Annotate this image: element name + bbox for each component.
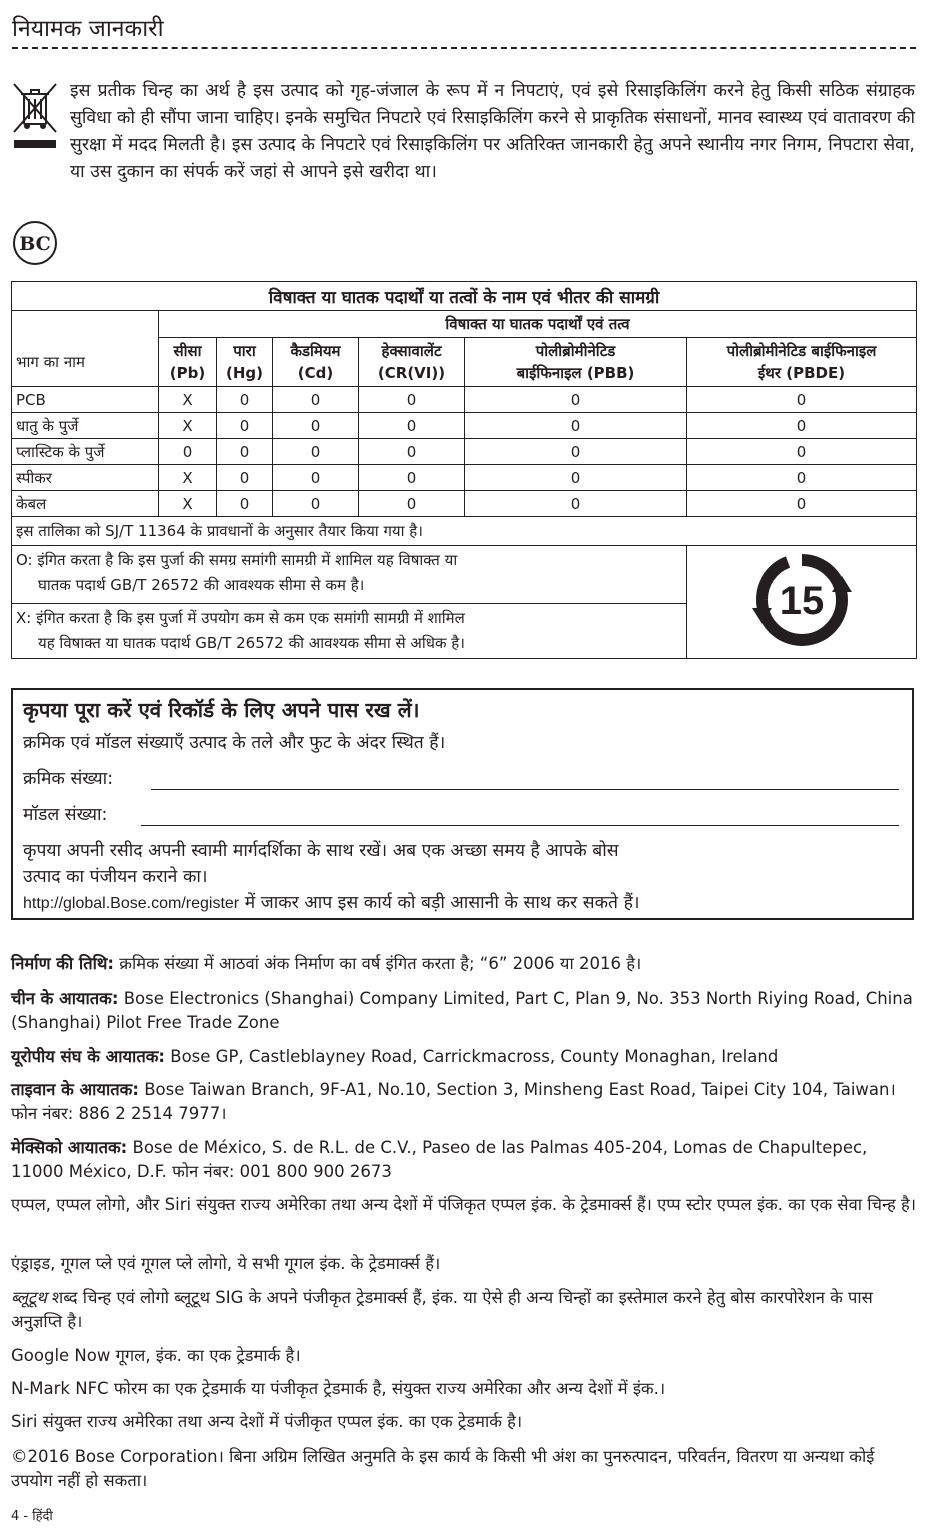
part-name-header: भाग का नाम xyxy=(12,338,159,387)
table-row xyxy=(12,387,917,413)
table-row xyxy=(12,491,917,517)
table-cell: X xyxy=(159,491,217,517)
table-cell: 0 xyxy=(359,413,465,439)
serial-number-label: क्रमिक संख्या: xyxy=(23,769,114,789)
row-part-name: धातु के पुर्जे xyxy=(12,413,159,439)
table-cell: 0 xyxy=(359,387,465,413)
column-header: सीसा (Pb) xyxy=(159,338,217,387)
registration-heading: कृपया पूरा करें एवं रिकॉर्ड के लिए अपने पास रख लें। xyxy=(23,698,420,722)
apple-trademark-info: एप्पल, एप्पल लोगो, और Siri संयुक्त राज्य अमेरिका तथा अन्य देशों में पंजिकृत एप्पल इंक. के ट्रेडमार्क्स हैं। एप्प स्टोर एप्पल इंक. का एक सेवा चिन्ह है। xyxy=(11,1195,916,1214)
eu-importer-info: यूरोपीय संघ के आयातक: Bose GP, Castleblayney Road, Carrickmacross, County Monaghan, Ireland xyxy=(11,1047,779,1066)
table-cell: 0 xyxy=(687,465,917,491)
table-note-standard: इस तालिका को SJ/T 11364 के प्रावधानों के अनुसार तैयार किया गया है। xyxy=(12,517,917,546)
table-title: विषाक्त या घातक पदार्थों या तत्वों के नाम एवं भीतर की सामग्री xyxy=(12,282,917,311)
table-cell: 0 xyxy=(465,439,687,465)
epup-number: 15 xyxy=(779,579,824,623)
table-row xyxy=(12,439,917,465)
siri-trademark-info: Siri संयुक्त राज्य अमेरिका तथा अन्य देशों में पंजीकृत एप्पल इंक. का एक ट्रेडमार्क है। xyxy=(11,1412,523,1431)
registration-location-note: क्रमिक एवं मॉडल संख्याएँ उत्पाद के तले और फुट के अंदर स्थित हैं। xyxy=(23,733,446,753)
row-part-name: प्लास्टिक के पुर्जे xyxy=(12,439,159,465)
bc-logo-text: BC xyxy=(19,233,51,255)
row-part-name: केबल xyxy=(12,491,159,517)
table-cell: X xyxy=(159,387,217,413)
registration-receipt-note: कृपया अपनी रसीद अपनी स्वामी मार्गदर्शिका के साथ रखें। अब एक अच्छा समय है आपके बोस उत्पाद का पंजीयन कराने का। xyxy=(23,841,619,887)
row-part-name: PCB xyxy=(12,387,159,413)
table-note-x: X: इंगित करता है कि इस पुर्जा में उपयोग कम से कम एक समांगी सामग्री में शामिल यह विषाक्त या घातक पदार्थ GB/T 26572 की आवश्यक सीमा से अधिक है। xyxy=(12,603,687,659)
table-cell: 0 xyxy=(273,439,359,465)
table-cell: 0 xyxy=(217,491,273,517)
column-header: कैडमियम (Cd) xyxy=(273,338,359,387)
page-footer: 4 - हिंदी xyxy=(11,1509,53,1524)
table-note-o: O: इंगित करता है कि इस पुर्जा की समग्र समांगी सामग्री में शामिल यह विषाक्त या घातक पदार्थ GB/T 26572 की आवश्यक सीमा से कम है। xyxy=(12,546,687,604)
copyright-info: ©2016 Bose Corporation। बिना अग्रिम लिखित अनुमति के इस कार्य के किसी भी अंश का पुनरुत्पादन, परिवर्तन, वितरण या अन्यथा कोई उपयोग नहीं हो सकता। xyxy=(11,1447,875,1490)
registration-box xyxy=(11,688,914,920)
model-number-label: मॉडल संख्या: xyxy=(23,805,108,825)
table-cell: 0 xyxy=(687,387,917,413)
table-row xyxy=(12,413,917,439)
weee-crossed-bin-icon xyxy=(12,82,58,150)
epup-15-icon xyxy=(748,546,856,654)
table-cell: 0 xyxy=(217,387,273,413)
column-header: पारा (Hg) xyxy=(217,338,273,387)
table-cell: 0 xyxy=(465,465,687,491)
table-cell: 0 xyxy=(273,413,359,439)
table-cell: 0 xyxy=(687,439,917,465)
table-cell: 0 xyxy=(465,413,687,439)
table-cell: 0 xyxy=(359,491,465,517)
epup-logo-cell xyxy=(687,546,917,659)
row-part-name: स्पीकर xyxy=(12,465,159,491)
nfc-trademark-info: N-Mark NFC फोरम का एक ट्रेडमार्क या पंजीकृत ट्रेडमार्क है, संयुक्त राज्य अमेरिका और अन्य देशों में इंक.। xyxy=(11,1379,666,1398)
table-subtitle: विषाक्त या घातक पदार्थों एवं तत्व xyxy=(159,311,917,338)
title-divider xyxy=(12,47,916,49)
table-cell: 0 xyxy=(359,439,465,465)
bluetooth-trademark-info: ब्लूटूथ शब्द चिन्ह एवं लोगो ब्लूटूथ SIG के अपने पंजीकृत ट्रेडमार्क्स हैं, इंक. या ऐसे ही अन्य चिन्हों का इस्तेमाल करने हेतु बोस कारपोरेशन के पास अनुज्ञप्ति है। xyxy=(11,1288,873,1331)
hazardous-substances-table xyxy=(11,281,917,659)
table-cell: 0 xyxy=(217,465,273,491)
table-cell: 0 xyxy=(217,439,273,465)
table-cell: 0 xyxy=(217,413,273,439)
table-cell: 0 xyxy=(465,387,687,413)
china-importer-info: चीन के आयातक: Bose Electronics (Shanghai) Company Limited, Part C, Plan 9, No. 353 North Riying Road, China (Shanghai) Pilot Free Trade Zone xyxy=(11,989,913,1032)
column-header: पोलीब्रोमीनेटिड बाईफिनाइल (PBB) xyxy=(465,338,687,387)
table-cell: 0 xyxy=(359,465,465,491)
table-cell: 0 xyxy=(273,465,359,491)
table-cell: X xyxy=(159,465,217,491)
taiwan-importer-info: ताइवान के आयातक: Bose Taiwan Branch, 9F-A1, No.10, Section 3, Minsheng East Road, Taipei City 104, Taiwan। फोन नंबर: 886 2 2514 7977। xyxy=(11,1080,896,1123)
registration-url-link[interactable]: http://global.Bose.com/register xyxy=(23,895,240,912)
table-row xyxy=(12,465,917,491)
registration-url-line: http://global.Bose.com/register में जाकर आप इस कार्य को बड़ी आसानी के साथ कर सकते हैं। xyxy=(23,893,640,913)
weee-paragraph: इस प्रतीक चिन्ह का अर्थ है इस उत्पाद को गृह-जंजाल के रूप में न निपटाएं, एवं इसे रिसाइकिलिंग करने हेतु किसी सठिक संग्राहक सुविधा को ही सौंपा जाना चाहिए। इनके समुचित निपटारे एवं रिसाइकिलिंग करने से प्राकृतिक संसाधनों, मानव स्वास्थ्य एवं वातावरण की सुरक्षा में मदद मिलती है। इस उत्पाद के निपटारे एवं रिसाइकिलिंग पर अतिरिक्त जानकारी हेतु अपने स्थानीय नगर निगम, निपटारा सेवा, या उस दुकान का संपर्क करें जहां से आपने इसे खरीदा था। xyxy=(70,81,915,182)
page-title: नियामक जानकारी xyxy=(12,16,164,42)
table-cell: 0 xyxy=(159,439,217,465)
android-trademark-info: एंड्राइड, गूगल प्ले एवं गूगल प्ले लोगो, ये सभी गूगल इंक. के ट्रेडमार्क्स हैं। xyxy=(11,1254,441,1273)
serial-number-field[interactable] xyxy=(151,789,899,790)
column-header: हेक्सावालेंट (CR(VI)) xyxy=(359,338,465,387)
table-cell: 0 xyxy=(273,387,359,413)
bc-certification-logo xyxy=(12,220,58,266)
table-cell: X xyxy=(159,413,217,439)
table-cell: 0 xyxy=(687,413,917,439)
table-cell: 0 xyxy=(273,491,359,517)
column-header: पोलीब्रोमीनेटिड बाईफिनाइल ईथर (PBDE) xyxy=(687,338,917,387)
table-cell: 0 xyxy=(465,491,687,517)
manufacture-date-info: निर्माण की तिथि: क्रमिक संख्या में आठवां अंक निर्माण का वर्ष इंगित करता है; “6” 2006 या 2016 है। xyxy=(11,954,642,973)
model-number-field[interactable] xyxy=(141,825,899,826)
table-cell: 0 xyxy=(687,491,917,517)
mexico-importer-info: मेक्सिको आयातक: Bose de México, S. de R.L. de C.V., Paseo de las Palmas 405-204, Lomas de Chapultepec, 11000 México, D.F. फोन नंबर: 001 800 900 2673 xyxy=(11,1138,868,1181)
google-now-trademark-info: Google Now गूगल, इंक. का एक ट्रेडमार्क है। xyxy=(11,1346,301,1365)
